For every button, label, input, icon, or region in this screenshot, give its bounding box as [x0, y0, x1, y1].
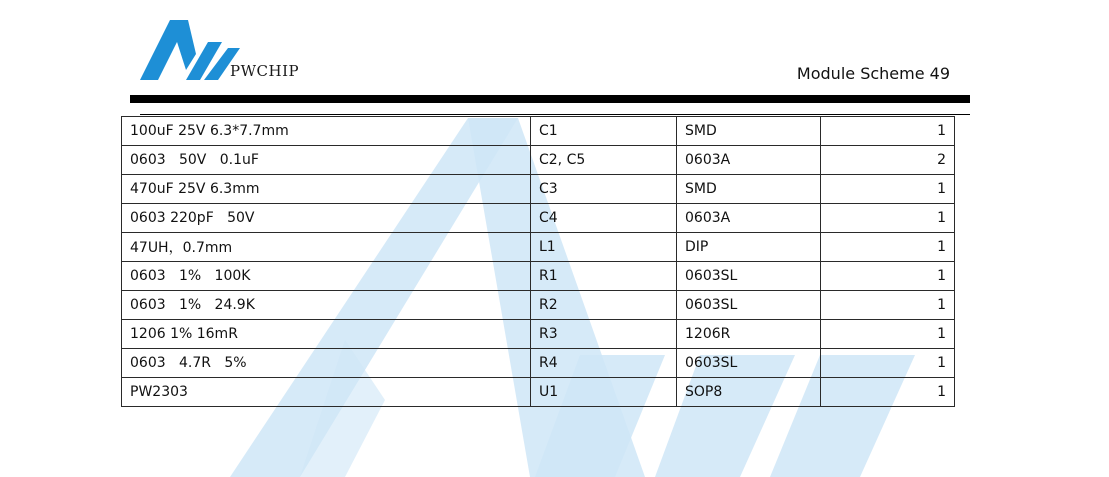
- component-value: PW2303: [122, 378, 531, 407]
- document-title: Module Scheme 49: [796, 64, 950, 83]
- header-rule-thin: [140, 114, 970, 115]
- reference-designator: C3: [531, 175, 677, 204]
- reference-designator: C2, C5: [531, 146, 677, 175]
- component-value: 470uF 25V 6.3mm: [122, 175, 531, 204]
- component-value: 47UH，0.7mm: [122, 233, 531, 262]
- quantity: 1: [821, 320, 955, 349]
- logo-text: PWCHIP: [230, 62, 300, 80]
- component-value: 0603 1% 100K: [122, 262, 531, 291]
- quantity: 1: [821, 262, 955, 291]
- package: SOP8: [677, 378, 821, 407]
- quantity: 1: [821, 204, 955, 233]
- reference-designator: U1: [531, 378, 677, 407]
- table-row: [122, 204, 955, 233]
- reference-designator: R4: [531, 349, 677, 378]
- component-value: 1206 1% 16mR: [122, 320, 531, 349]
- table-row: [122, 146, 955, 175]
- component-value: 0603 1% 24.9K: [122, 291, 531, 320]
- package: 0603A: [677, 146, 821, 175]
- quantity: 1: [821, 175, 955, 204]
- reference-designator: R2: [531, 291, 677, 320]
- package: SMD: [677, 117, 821, 146]
- bom-table: [121, 116, 955, 407]
- package: 1206R: [677, 320, 821, 349]
- package: SMD: [677, 175, 821, 204]
- quantity: 1: [821, 349, 955, 378]
- header-rule: [130, 95, 970, 103]
- table-row: [122, 291, 955, 320]
- table-row: [122, 233, 955, 262]
- reference-designator: R1: [531, 262, 677, 291]
- table-row: [122, 320, 955, 349]
- package: 0603SL: [677, 291, 821, 320]
- table-row: [122, 175, 955, 204]
- reference-designator: C4: [531, 204, 677, 233]
- quantity: 1: [821, 291, 955, 320]
- reference-designator: C1: [531, 117, 677, 146]
- component-value: 0603 220pF 50V: [122, 204, 531, 233]
- package: DIP: [677, 233, 821, 262]
- reference-designator: L1: [531, 233, 677, 262]
- component-value: 0603 50V 0.1uF: [122, 146, 531, 175]
- table-row: [122, 262, 955, 291]
- package: 0603SL: [677, 349, 821, 378]
- reference-designator: R3: [531, 320, 677, 349]
- quantity: 2: [821, 146, 955, 175]
- quantity: 1: [821, 233, 955, 262]
- package: 0603A: [677, 204, 821, 233]
- component-value: 100uF 25V 6.3*7.7mm: [122, 117, 531, 146]
- component-value: 0603 4.7R 5%: [122, 349, 531, 378]
- table-row: [122, 117, 955, 146]
- table-row: [122, 378, 955, 407]
- quantity: 1: [821, 117, 955, 146]
- table-row: [122, 349, 955, 378]
- quantity: 1: [821, 378, 955, 407]
- package: 0603SL: [677, 262, 821, 291]
